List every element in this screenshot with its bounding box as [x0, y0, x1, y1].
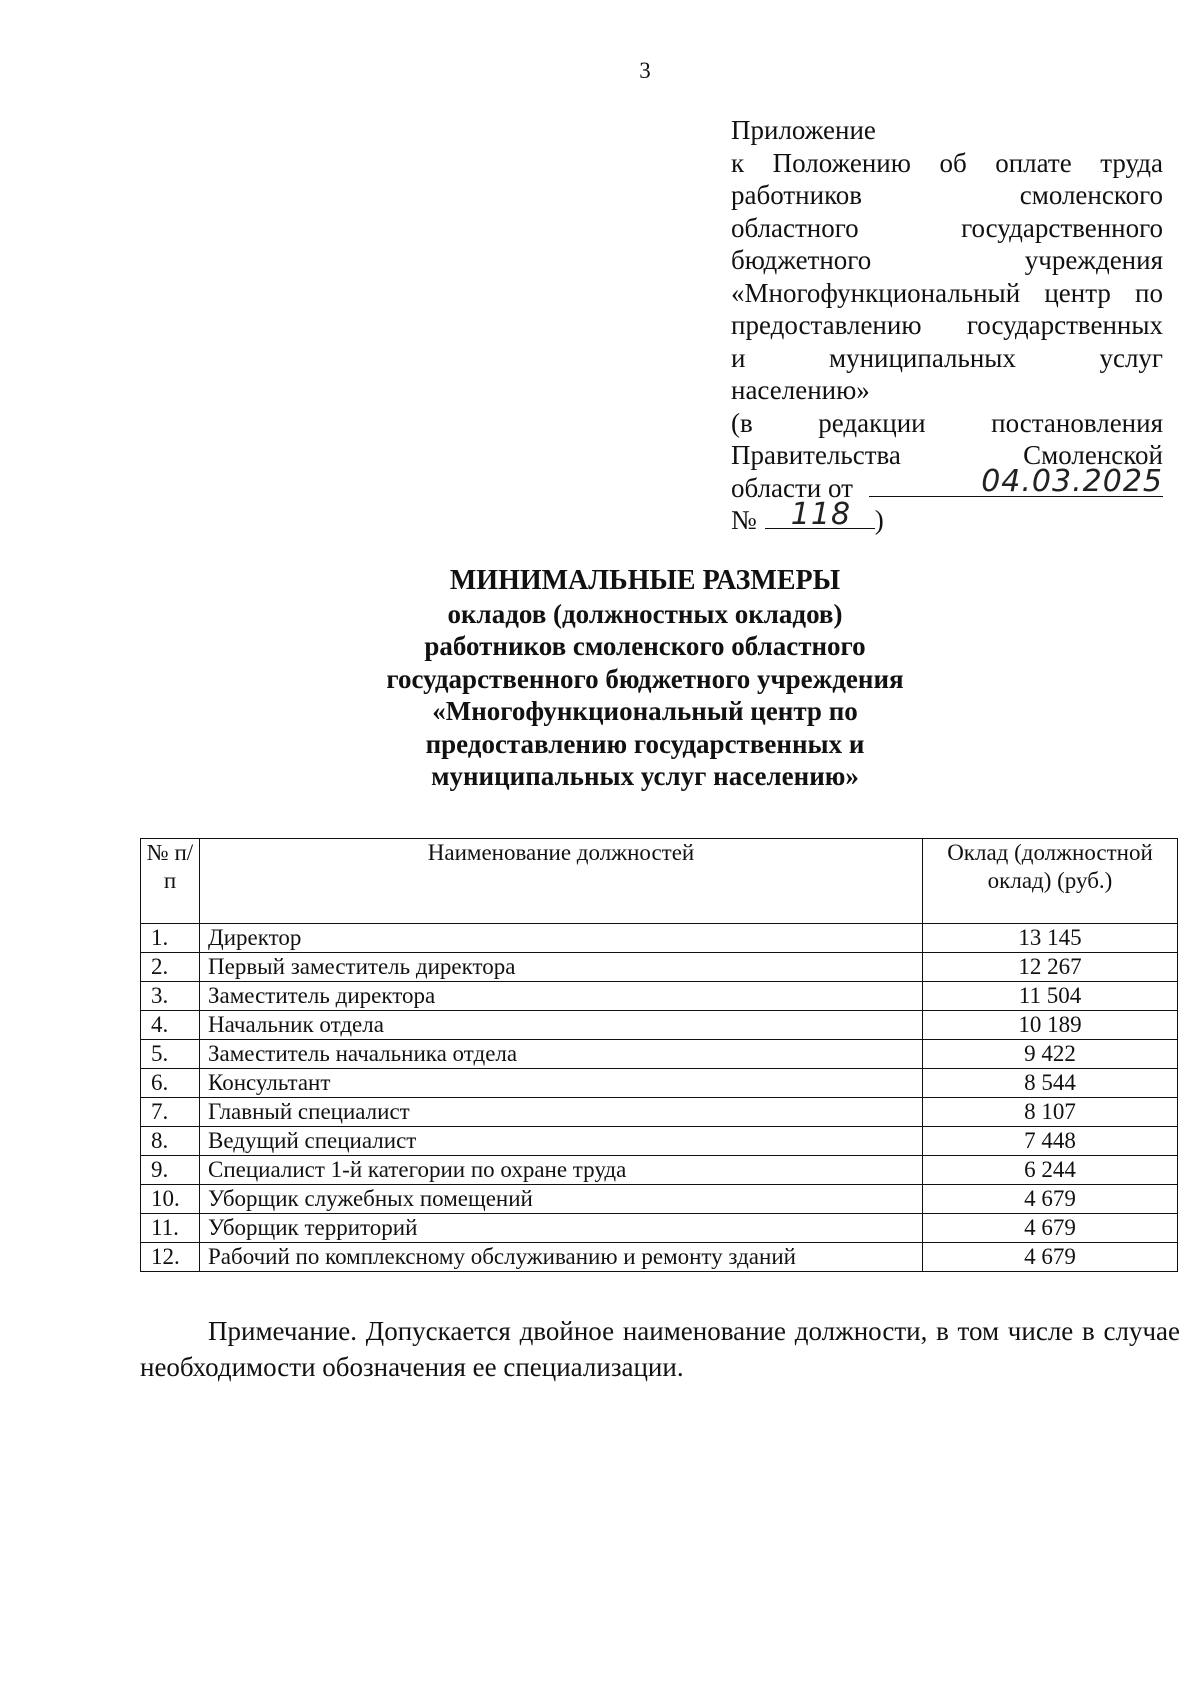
row-position: Заместитель директора	[200, 982, 923, 1011]
salary-table	[140, 838, 1178, 1272]
appendix-line: предоставлению государственных	[731, 310, 1163, 340]
row-num: 3.	[141, 982, 200, 1011]
row-salary: 9 422	[923, 1040, 1178, 1069]
row-salary: 10 189	[923, 1011, 1178, 1040]
row-position: Заместитель начальника отдела	[200, 1040, 923, 1069]
table-row	[141, 1156, 1178, 1185]
appendix-line: (в редакции постановления	[731, 407, 1163, 438]
row-position: Первый заместитель директора	[200, 953, 923, 982]
date-fill-line	[869, 464, 1163, 499]
row-salary: 4 679	[923, 1185, 1178, 1214]
table-row	[141, 1098, 1178, 1127]
title-line: работников смоленского областного	[424, 631, 866, 661]
handwritten-date: 04.03.2025	[981, 464, 1163, 499]
row-num: 9.	[141, 1156, 200, 1185]
table-row	[141, 1040, 1178, 1069]
row-salary: 13 145	[923, 924, 1178, 953]
title-line: окладов (должностных окладов)	[447, 598, 843, 629]
table-row	[141, 982, 1178, 1011]
row-salary: 8 107	[923, 1098, 1178, 1127]
table-row	[141, 1243, 1178, 1272]
document-title	[0, 565, 1200, 793]
row-num: 12.	[141, 1243, 200, 1272]
closing-paren: )	[874, 505, 884, 535]
appendix-block	[731, 114, 1163, 537]
row-num: 6.	[141, 1069, 200, 1098]
header-salary: Оклад (должностной оклад) (руб.)	[923, 839, 1178, 924]
row-position: Специалист 1-й категории по охране труда	[200, 1156, 923, 1185]
row-salary: 4 679	[923, 1214, 1178, 1243]
row-salary: 6 244	[923, 1156, 1178, 1185]
table-row	[141, 924, 1178, 953]
row-position: Уборщик служебных помещений	[200, 1185, 923, 1214]
title-line: «Многофункциональный центр по	[432, 696, 858, 726]
title-line: государственного бюджетного учреждения	[386, 663, 904, 694]
appendix-line: «Многофункциональный центр по	[731, 277, 1163, 308]
title-main: МИНИМАЛЬНЫЕ РАЗМЕРЫ	[449, 565, 841, 596]
header-num: № п/п	[141, 839, 200, 924]
title-line: предоставлению государственных и	[425, 728, 865, 759]
row-position: Уборщик территорий	[200, 1214, 923, 1243]
handwritten-number: 118	[790, 496, 852, 532]
page-number: 3	[639, 58, 651, 83]
header-name: Наименование должностей	[200, 839, 923, 924]
row-position: Начальник отдела	[200, 1011, 923, 1040]
table-row	[141, 1011, 1178, 1040]
row-position: Главный специалист	[200, 1098, 923, 1127]
row-position: Директор	[200, 924, 923, 953]
appendix-line: Правительства Смоленской	[731, 440, 1163, 470]
title-line: муниципальных услуг населению»	[431, 761, 859, 791]
appendix-line: бюджетного учреждения	[731, 245, 1163, 275]
row-num: 2.	[141, 953, 200, 982]
row-position: Рабочий по комплексному обслуживанию и ремонту зданий	[200, 1243, 923, 1272]
table-row	[141, 1127, 1178, 1156]
appendix-line: работников смоленского	[731, 180, 1163, 210]
appendix-line: к Положению об оплате труда	[731, 147, 1163, 178]
appendix-line: Приложение	[731, 115, 876, 145]
appendix-line: областного государственного	[731, 212, 1163, 243]
row-salary: 4 679	[923, 1243, 1178, 1272]
row-salary: 11 504	[923, 982, 1178, 1011]
row-num: 1.	[141, 924, 200, 953]
note-paragraph: Примечание. Допускается двойное наименование должности, в том числе в случае необходимости обозначения ее специализации.	[140, 1316, 1180, 1382]
table-header-row	[141, 839, 1178, 924]
table-row	[141, 1069, 1178, 1098]
row-salary: 12 267	[923, 953, 1178, 982]
row-salary: 8 544	[923, 1069, 1178, 1098]
appendix-line: населению»	[731, 375, 870, 405]
row-num: 8.	[141, 1127, 200, 1156]
row-num: 11.	[141, 1214, 200, 1243]
number-label: №	[731, 505, 757, 535]
appendix-line: и муниципальных услуг	[731, 342, 1163, 373]
row-num: 5.	[141, 1040, 200, 1069]
row-num: 4.	[141, 1011, 200, 1040]
row-position: Консультант	[200, 1069, 923, 1098]
table-row	[141, 1185, 1178, 1214]
row-salary: 7 448	[923, 1127, 1178, 1156]
resolution-number-line	[731, 496, 1163, 537]
table-row	[141, 1214, 1178, 1243]
row-position: Ведущий специалист	[200, 1127, 923, 1156]
row-num: 10.	[141, 1185, 200, 1214]
number-fill-line	[765, 496, 875, 532]
date-label: области от	[731, 472, 853, 503]
table-row	[141, 953, 1178, 982]
row-num: 7.	[141, 1098, 200, 1127]
